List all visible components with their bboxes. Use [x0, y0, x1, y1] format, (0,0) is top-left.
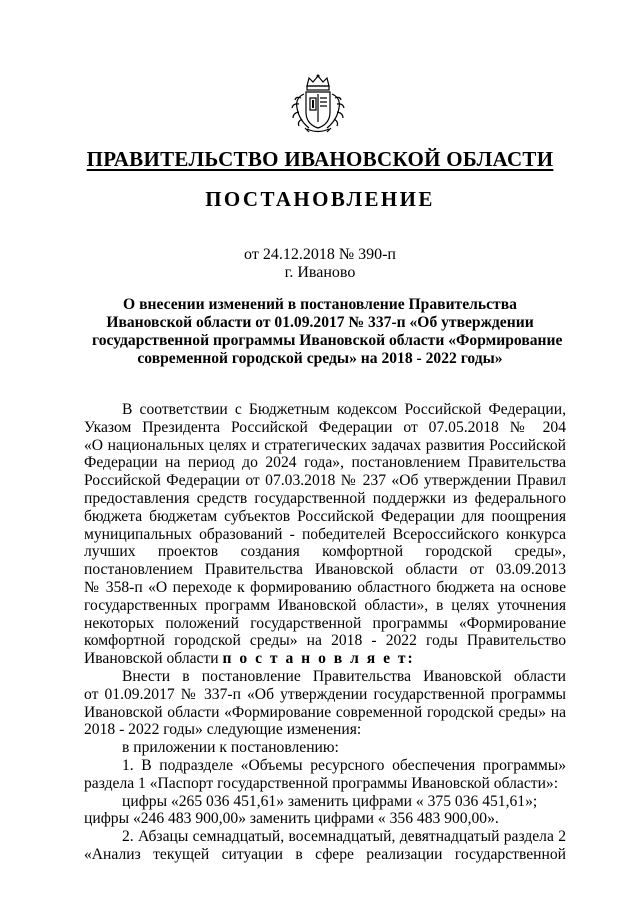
- body-line: Внести в постановление Правительства Ивановской области: [122, 667, 566, 685]
- body-line: Российской Федерации от 07.03.2018 № 237 «Об утверждении Правил: [84, 472, 566, 490]
- body-line: цифры «265 036 451,61» заменить цифрами « 375 036 451,61»;: [122, 792, 538, 810]
- decree-city: г. Иваново: [284, 264, 356, 281]
- body-line: комфортной городской среды» на 2018 - 2022 годы Правительство: [84, 632, 566, 650]
- body-line: цифры «246 483 900,00» заменить цифрами « 356 483 900,00».: [84, 810, 499, 828]
- body-line: «Анализ текущей ситуации в сфере реализации государственной: [84, 845, 566, 863]
- decree-title: [92, 296, 563, 368]
- body-line: № 358-п «О переходе к формированию областного бюджета на основе: [84, 578, 566, 596]
- body-line: [84, 650, 566, 668]
- decree-date-number: от 24.12.2018 № 390-п: [244, 246, 396, 263]
- body-line: 2. Абзацы семнадцатый, восемнадцатый, девятнадцатый раздела 2: [122, 828, 566, 846]
- title-line: современной городской среды» на 2018 - 2022 годы»: [137, 350, 503, 367]
- body-line: Ивановской области «Формирование современной городской среды» на: [84, 703, 566, 721]
- body-line: Указом Президента Российской Федерации от 07.05.2018 № 204: [84, 418, 566, 436]
- body-line: 1. В подразделе «Объемы ресурсного обеспечения программы»: [122, 756, 566, 774]
- body-line: «О национальных целях и стратегических задачах развития Российской: [84, 436, 566, 454]
- body-line: предоставления средств государственной поддержки из федерального: [84, 489, 566, 507]
- government-heading: ПРАВИТЕЛЬСТВО ИВАНОВСКОЙ ОБЛАСТИ: [86, 147, 554, 171]
- body-line: муниципальных образований - победителей Всероссийского конкурса: [84, 525, 566, 543]
- document-type: ПОСТАНОВЛЕНИЕ: [205, 187, 435, 211]
- title-line: Ивановской области от 01.09.2017 № 337-п «Об утверждении: [106, 314, 534, 331]
- body-line: лучших проектов создания комфортной городской среды»,: [84, 543, 566, 561]
- coat-of-arms-icon: [287, 72, 349, 136]
- decree-body: [84, 401, 566, 864]
- body-line: государственных программ Ивановской области», в целях уточнения: [84, 596, 566, 614]
- body-line-prefix: Ивановской области: [84, 650, 223, 668]
- body-line: некоторых положений государственной программы «Формирование: [84, 614, 566, 632]
- body-line: Федерации на период до 2024 года», постановлением Правительства: [84, 454, 566, 472]
- title-line: государственной программы Ивановской области «Формирование: [92, 332, 563, 349]
- resolves-keyword: п о с т а н о в л я е т:: [222, 650, 415, 668]
- title-line: О внесении изменений в постановление Правительства: [123, 296, 517, 313]
- body-line: постановлением Правительства Ивановской области от 03.09.2013: [84, 561, 566, 579]
- body-line: В соответствии с Бюджетным кодексом Российской Федерации,: [122, 401, 566, 418]
- body-line: в приложении к постановлению:: [122, 739, 339, 757]
- body-line: от 01.09.2017 № 337-п «Об утверждении государственной программы: [84, 685, 566, 703]
- body-line: раздела 1 «Паспорт государственной программы Ивановской области»:: [84, 774, 559, 792]
- body-line: бюджета бюджетам субъектов Российской Федерации для поощрения: [84, 507, 566, 525]
- body-line: 2018 - 2022 годы» следующие изменения:: [84, 721, 362, 739]
